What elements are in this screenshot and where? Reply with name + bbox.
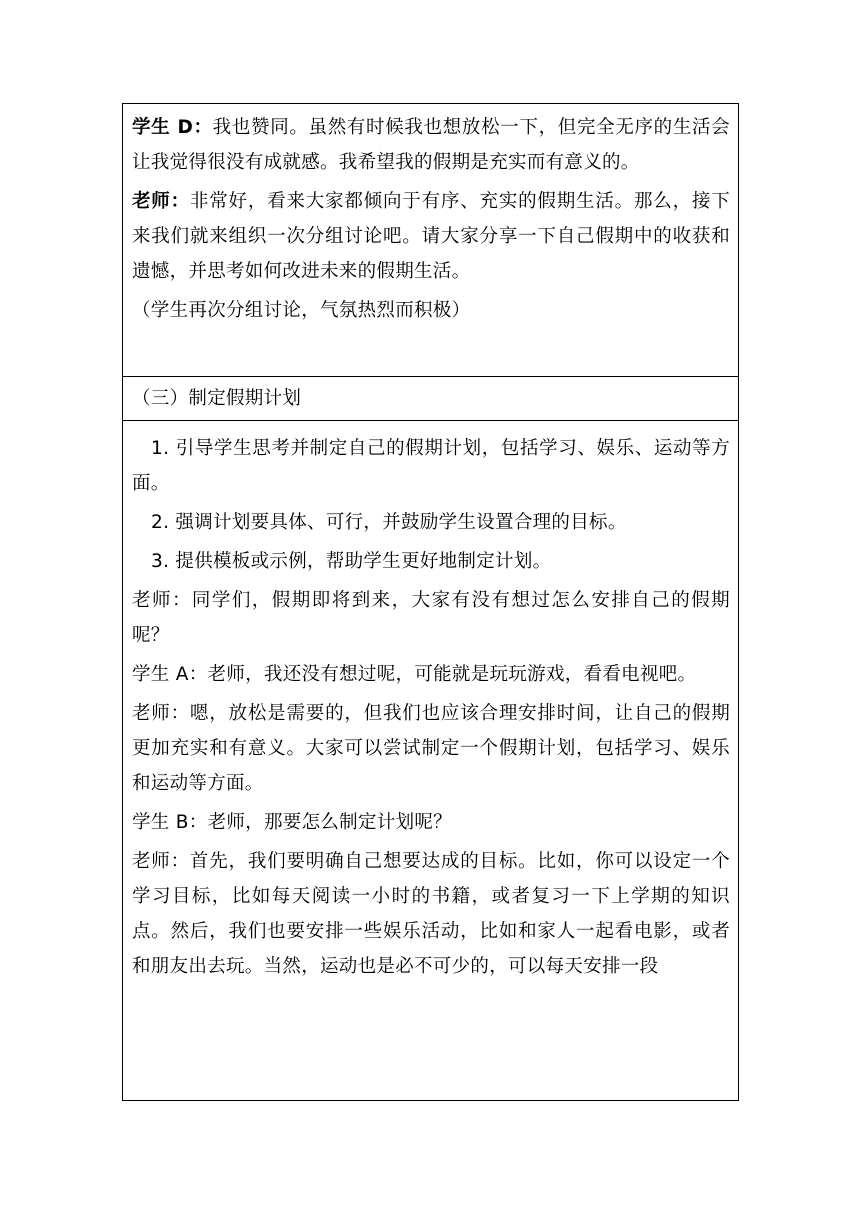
dialogue-text: 非常好，看来大家都倾向于有序、充实的假期生活。那么，接下来我们就来组织一次分组讨论吧。请大家分享一下自己假期中的收获和遗憾，并思考如何改进未来的假期生活。 bbox=[132, 191, 730, 282]
speaker-label: 老师： bbox=[132, 191, 190, 212]
dialogue-line: 学生 B：老师，那要怎么制定计划呢？ bbox=[132, 812, 452, 833]
dialogue-cell bbox=[123, 104, 738, 377]
step-item: 2. 强调计划要具体、可行，并鼓励学生设置合理的目标。 bbox=[151, 512, 627, 533]
lesson-table bbox=[122, 103, 739, 1101]
dialogue-paragraph bbox=[132, 184, 730, 289]
dialogue-line: 学生 A：老师，我还没有想过呢，可能就是玩玩游戏，看看电视吧。 bbox=[132, 664, 697, 685]
dialogue-text: 我也赞同。虽然有时候我也想放松一下，但完全无序的生活会让我觉得很没有成就感。我希望我的假期是充实而有意义的。 bbox=[132, 117, 730, 173]
dialogue-line: 老师：首先，我们要明确自己想要达成的目标。比如，你可以设定一个学习目标，比如每天阅读一小时的书籍，或者复习一下上学期的知识点。然后，我们也要安排一些娱乐活动，比如和家人一起看电影，或者和朋友出去玩。当然，运动也是必不可少的，可以每天安排一段 bbox=[132, 851, 730, 977]
plan-content-cell bbox=[123, 421, 738, 1100]
section-heading: （三）制定假期计划 bbox=[132, 388, 302, 409]
dialogue-line: 老师：嗯，放松是需要的，但我们也应该合理安排时间，让自己的假期更加充实和有意义。大家可以尝试制定一个假期计划，包括学习、娱乐和运动等方面。 bbox=[132, 703, 730, 794]
step-item: 1. 引导学生思考并制定自己的假期计划，包括学习、娱乐、运动等方面。 bbox=[132, 438, 730, 494]
section-heading-cell bbox=[123, 377, 738, 421]
dialogue-paragraph bbox=[132, 110, 730, 180]
step-item: 3. 提供模板或示例，帮助学生更好地制定计划。 bbox=[151, 551, 552, 572]
speaker-label: 学生 D： bbox=[132, 117, 213, 138]
dialogue-line: 老师：同学们，假期即将到来，大家有没有想过怎么安排自己的假期呢？ bbox=[132, 590, 730, 646]
stage-note: （学生再次分组讨论，气氛热烈而积极） bbox=[132, 300, 471, 321]
